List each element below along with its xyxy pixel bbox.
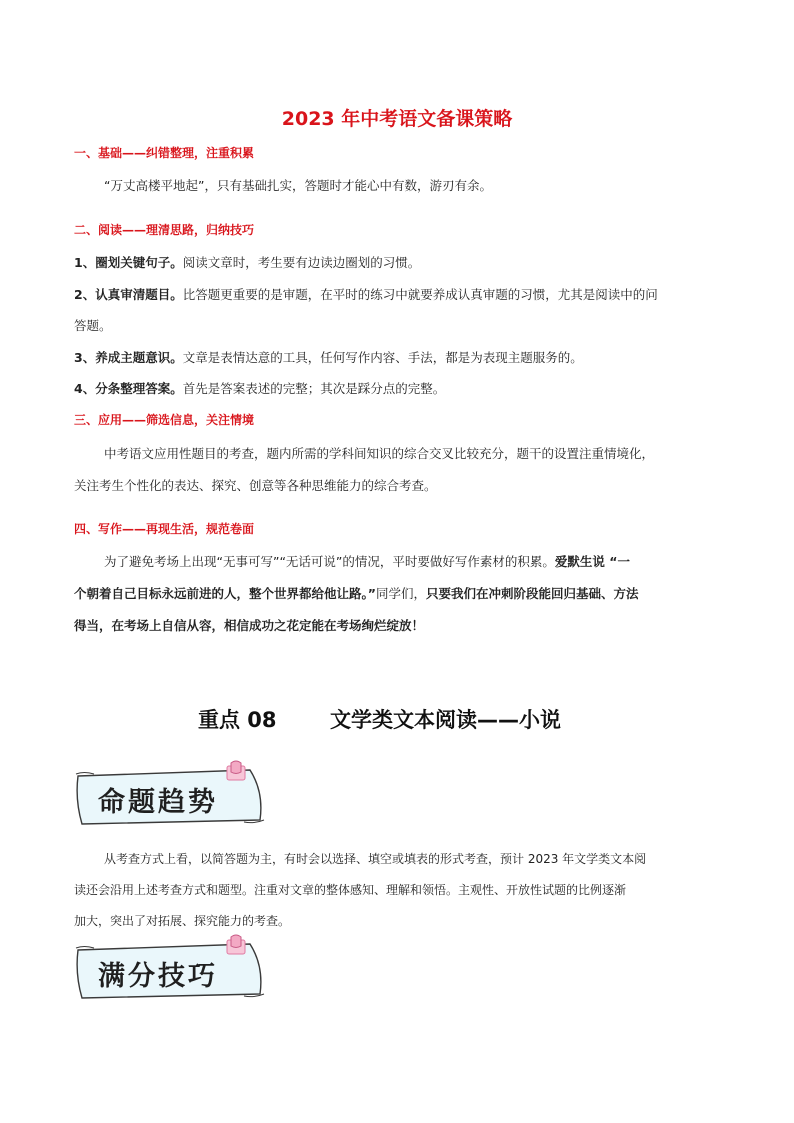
item-1-bold: 1、圈划关键句子。 xyxy=(74,255,183,270)
trend-line3: 加大，突出了对拓展、探究能力的考查。 xyxy=(74,914,291,928)
trend-line2: 读还会沿用上述考查方式和题型。注重对文章的整体感知、理解和领悟。主观性、开放性试题的比例逐渐 xyxy=(74,883,627,897)
section2-item-2-cont: 答题。 xyxy=(74,318,112,333)
section4-line2 xyxy=(74,586,639,602)
item-1-text: 阅读文章时，考生要有边读边圈划的习惯。 xyxy=(182,255,421,270)
paperclip-icon xyxy=(224,760,248,782)
section2-item-4 xyxy=(74,381,445,397)
item-4-text: 首先是答案表述的完整；其次是踩分点的完整。 xyxy=(182,381,446,396)
item-2-bold: 2、认真审清题目。 xyxy=(74,287,183,302)
item-2-text: 比答题更重要的是审题，在平时的练习中就要养成认真审题的习惯，尤其是阅读中的问 xyxy=(182,287,658,302)
section2-item-2 xyxy=(74,287,658,303)
section4-line2-normal: 同学们， xyxy=(375,586,426,601)
banner-skills-text: 满分技巧 xyxy=(98,961,218,992)
paperclip-icon xyxy=(224,934,248,956)
section4-line3: 得当，在考场上自信从容，相信成功之花定能在考场绚烂绽放！ xyxy=(74,618,425,633)
section2-heading: 二、阅读——理清思路，归纳技巧 xyxy=(74,223,255,237)
document-title: 2023 年中考语文备课策略 xyxy=(281,108,513,130)
section3-line2: 关注考生个性化的表达、探究、创意等各种思维能力的综合考查。 xyxy=(74,478,437,493)
section1-text: “万丈高楼平地起”，只有基础扎实，答题时才能心中有数，游刃有余。 xyxy=(104,178,492,193)
banner-skills xyxy=(74,936,266,1002)
banner-trend-text: 命题趋势 xyxy=(98,787,218,818)
section2-item-1 xyxy=(74,255,420,271)
focus-label: 重点 08 xyxy=(198,708,277,732)
section1-heading: 一、基础——纠错整理，注重积累 xyxy=(74,146,255,160)
item-3-text: 文章是表情达意的工具，任何写作内容、手法，都是为表现主题服务的。 xyxy=(182,350,583,365)
section3-heading: 三、应用——筛选信息，关注情境 xyxy=(74,413,255,427)
section4-line1 xyxy=(104,554,630,570)
banner-trend xyxy=(74,762,266,828)
section4-line1-normal: 为了避免考场上出现“无事可写”“无话可说”的情况，平时要做好写作素材的积累。 xyxy=(104,554,555,569)
section4-line1-bold: 爱默生说 “一 xyxy=(554,554,630,569)
section4-heading: 四、写作——再现生活，规范卷面 xyxy=(74,522,255,536)
focus-title: 文学类文本阅读——小说 xyxy=(330,708,561,732)
section4-line2-bold: 个朝着自己目标永远前进的人，整个世界都给他让路。” xyxy=(74,586,376,601)
section3-line1: 中考语文应用性题目的考查，题内所需的学科间知识的综合交叉比较充分，题干的设置注重情境化， xyxy=(104,446,655,461)
item-3-bold: 3、养成主题意识。 xyxy=(74,350,183,365)
item-4-bold: 4、分条整理答案。 xyxy=(74,381,183,396)
section2-item-3 xyxy=(74,350,583,366)
trend-line1: 从考查方式上看，以简答题为主，有时会以选择、填空或填表的形式考查，预计 2023 年文学类文本阅 xyxy=(104,852,647,866)
section4-line2-bold2: 只要我们在冲刺阶段能回归基础、方法 xyxy=(425,586,639,601)
